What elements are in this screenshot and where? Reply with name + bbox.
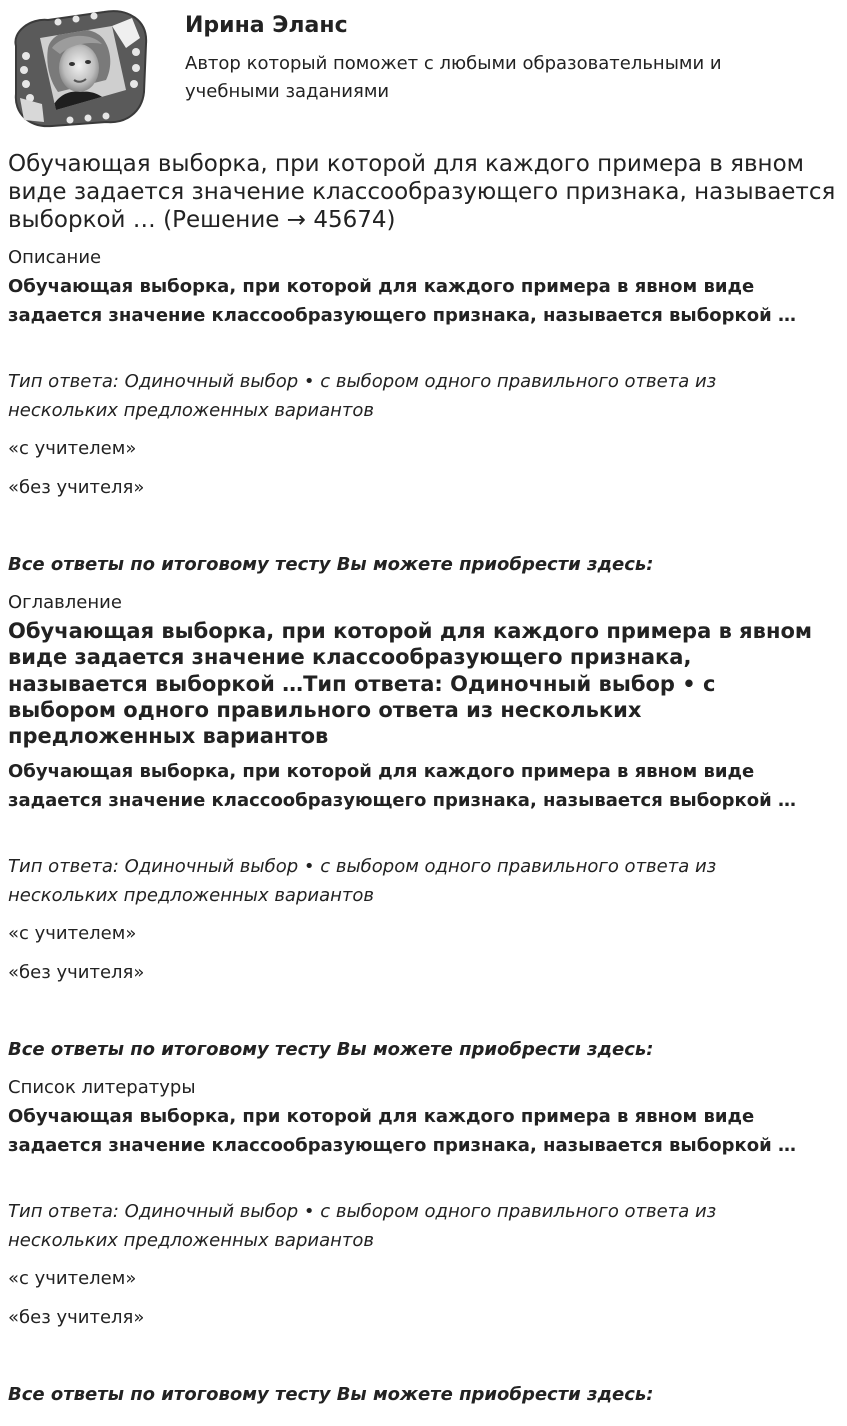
question-text: Обучающая выборка, при которой для каждого примера в явном виде задается значение классообразующего признака, называется выборкой …: [8, 276, 796, 326]
answer-option: «с учителем»: [8, 1268, 137, 1289]
question-text: Обучающая выборка, при которой для каждого примера в явном виде задается значение классообразующего признака, называется выборкой …: [8, 1106, 796, 1156]
page-title: Обучающая выборка, при которой для каждого примера в явном виде задается значение классообразующего признака, называется выборкой … (Решение → 45674): [8, 151, 836, 233]
avatar[interactable]: [8, 8, 150, 128]
section-label-toc: Оглавление: [8, 592, 122, 613]
answer-type: Тип ответа: Одиночный выбор • с выбором одного правильного ответа из нескольких предложенных вариантов: [8, 371, 717, 421]
question-text: Обучающая выборка, при которой для каждого примера в явном виде задается значение классообразующего признака, называется выборкой …: [8, 761, 796, 811]
purchase-link[interactable]: Все ответы по итоговому тесту Вы можете приобрести здесь:: [8, 554, 654, 575]
section-label-references: Список литературы: [8, 1077, 196, 1098]
purchase-link[interactable]: Все ответы по итоговому тесту Вы можете приобрести здесь:: [8, 1039, 654, 1060]
answer-option: «без учителя»: [8, 1307, 145, 1328]
toc-heading: Обучающая выборка, при которой для каждого примера в явном виде задается значение классообразующего признака, называется выборкой …Тип ответа: Одиночный выбор • с выбором одного правильного ответа из нескольких предложенных вариантов: [8, 619, 813, 749]
answer-option: «без учителя»: [8, 477, 145, 498]
answer-option: «с учителем»: [8, 923, 137, 944]
answer-type: Тип ответа: Одиночный выбор • с выбором одного правильного ответа из нескольких предложенных вариантов: [8, 1201, 717, 1251]
answer-option: «без учителя»: [8, 962, 145, 983]
author-header: [8, 8, 839, 128]
author-description: Автор который поможет с любыми образовательными и учебными заданиями: [185, 53, 722, 102]
answer-option: «с учителем»: [8, 438, 137, 459]
purchase-link[interactable]: Все ответы по итоговому тесту Вы можете приобрести здесь:: [8, 1384, 654, 1405]
author-name[interactable]: Ирина Эланс: [185, 13, 348, 38]
section-label-description: Описание: [8, 247, 102, 268]
answer-type: Тип ответа: Одиночный выбор • с выбором одного правильного ответа из нескольких предложенных вариантов: [8, 856, 717, 906]
